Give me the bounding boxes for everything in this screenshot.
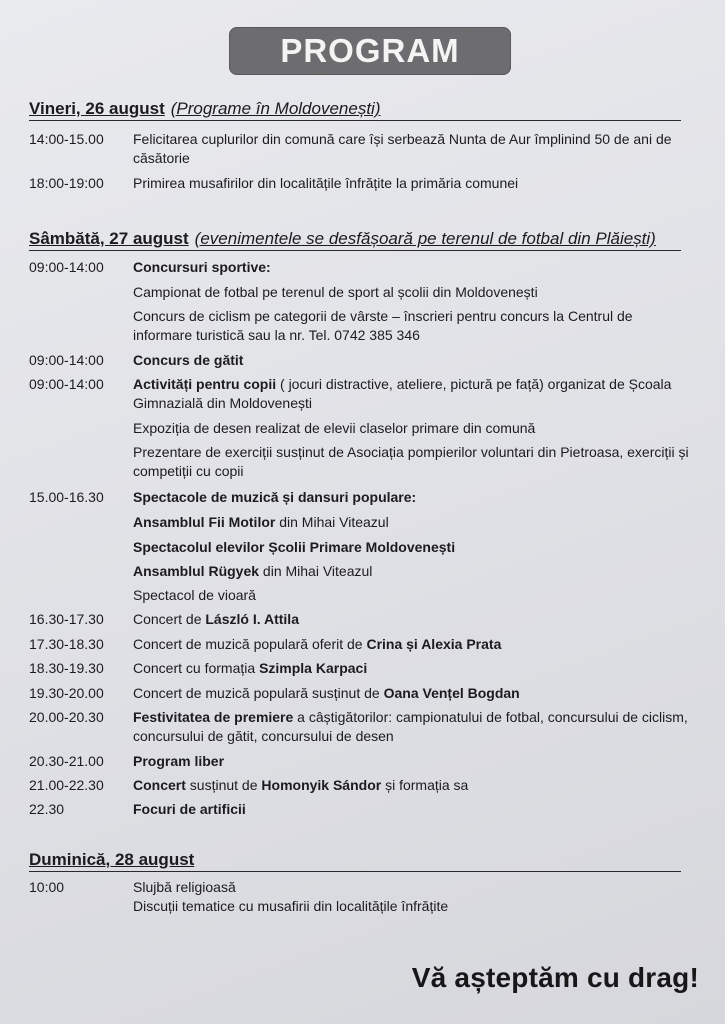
schedule-subitem xyxy=(29,513,695,532)
schedule-row-sports xyxy=(29,258,695,277)
schedule-subitem xyxy=(29,307,695,344)
row-detail: susținut de xyxy=(185,777,262,793)
row-text xyxy=(133,562,695,581)
row-detail: ( jocuri distractive, ateliere, pictură pe față) organizat de Școala Gimnazială din Moldovenești xyxy=(133,376,672,411)
performer: Spectacolul elevilor Școlii Primare Moldovenești xyxy=(133,539,456,555)
row-text xyxy=(133,684,695,703)
row-time: 09:00-14:00 xyxy=(29,376,104,392)
row-title: Concurs de gătit xyxy=(133,352,244,368)
day-heading-saturday xyxy=(29,229,681,251)
performer: László I. Attila xyxy=(205,611,299,627)
row-detail: și formația sa xyxy=(381,777,469,793)
row-text: Concurs de ciclism pe categorii de vârste – înscrieri pentru concurs la Centrul de informare turistică sau la nr. Tel. 0742 385 346 xyxy=(133,308,633,343)
row-text xyxy=(133,513,695,532)
day-name: Duminică, 28 august xyxy=(29,850,195,869)
row-text xyxy=(133,708,695,745)
program-title-banner xyxy=(229,27,511,75)
row-time: 21.00-22.30 xyxy=(29,777,104,793)
row-time: 18.30-19.30 xyxy=(29,660,104,676)
row-time: 10:00 xyxy=(29,879,65,895)
schedule-subitem xyxy=(29,283,695,302)
row-time: 09:00-14:00 xyxy=(29,259,104,275)
row-text xyxy=(133,635,695,654)
row-time: 09:00-14:00 xyxy=(29,352,104,368)
row-text: Expoziția de desen realizat de elevii claselor primare din comună xyxy=(133,420,536,436)
schedule-row xyxy=(29,776,695,795)
schedule-row xyxy=(29,174,695,193)
row-time: 20.30-21.00 xyxy=(29,753,104,769)
schedule-subitem xyxy=(29,586,695,605)
row-detail: Concert de muzică populară susținut de xyxy=(133,685,384,701)
row-title: Focuri de artificii xyxy=(133,801,246,817)
row-time: 18:00-19:00 xyxy=(29,175,104,191)
row-title: Concursuri sportive: xyxy=(133,259,271,275)
schedule-subitem xyxy=(29,419,695,438)
row-detail: Concert de xyxy=(133,611,206,627)
day-name: Vineri, 26 august xyxy=(29,99,165,118)
performer: Ansamblul Fii Motilor xyxy=(133,514,276,530)
row-title: Festivitatea de premiere xyxy=(133,709,294,725)
day-note: (Programe în Moldovenești) xyxy=(170,99,381,118)
row-detail: Concert de muzică populară oferit de xyxy=(133,636,367,652)
schedule-row-cooking xyxy=(29,351,695,370)
row-title: Spectacole de muzică și dansuri populare: xyxy=(133,489,417,505)
row-time: 20.00-20.30 xyxy=(29,709,104,725)
schedule-row xyxy=(29,130,695,167)
row-title: Program liber xyxy=(133,753,225,769)
row-time: 16.30-17.30 xyxy=(29,611,104,627)
schedule-row xyxy=(29,878,695,897)
row-text: Discuții tematice cu musafirii din localitățile înfrățite xyxy=(133,898,449,914)
row-text: Campionat de fotbal pe terenul de sport al școlii din Moldovenești xyxy=(133,284,538,300)
performer: Homonyik Sándor xyxy=(261,777,382,793)
schedule-subitem xyxy=(29,443,695,480)
row-text xyxy=(133,375,695,412)
row-time: 19.30-20.00 xyxy=(29,685,104,701)
row-text xyxy=(133,610,695,629)
row-detail: a câștigătorilor: campionatului de fotbal, concursului de ciclism, concursului de gătit, concursului de desen xyxy=(133,709,688,744)
day-name: Sâmbătă, 27 august xyxy=(29,229,189,248)
row-time: 14:00-15.00 xyxy=(29,131,104,147)
schedule-row xyxy=(29,800,695,819)
schedule-subitem xyxy=(29,538,695,557)
row-title: Concert xyxy=(133,777,186,793)
row-text xyxy=(133,776,695,795)
schedule-row xyxy=(29,610,695,629)
closing-message: Vă așteptăm cu drag! xyxy=(411,962,699,993)
row-title: Activități pentru copii xyxy=(133,376,277,392)
row-text: Primirea musafirilor din localitățile înfrățite la primăria comunei xyxy=(133,175,519,191)
row-text: Felicitarea cuplurilor din comună care își serbează Nunta de Aur împlinind 50 de ani de căsătorie xyxy=(133,131,672,166)
schedule-row xyxy=(29,635,695,654)
schedule-row-kids xyxy=(29,375,695,412)
row-time: 15.00-16.30 xyxy=(29,489,104,505)
performer: Szimpla Karpaci xyxy=(259,660,368,676)
row-text xyxy=(133,659,695,678)
schedule-row xyxy=(29,684,695,703)
day-note: (evenimentele se desfășoară pe terenul de fotbal din Plăiești) xyxy=(194,229,656,248)
schedule-subitem xyxy=(29,897,695,916)
row-detail: din Mihai Viteazul xyxy=(275,514,389,530)
row-time: 22.30 xyxy=(29,801,65,817)
row-detail: din Mihai Viteazul xyxy=(259,563,373,579)
performer: Crina și Alexia Prata xyxy=(366,636,502,652)
row-text: Spectacol de vioară xyxy=(133,587,256,603)
row-time: 17.30-18.30 xyxy=(29,636,104,652)
day-heading-friday xyxy=(29,99,681,121)
row-text: Prezentare de exerciții susținut de Asociația pompierilor voluntari din Pietroasa, exerciții și competiții cu copii xyxy=(133,444,689,479)
performer: Ansamblul Rügyek xyxy=(133,563,260,579)
schedule-row xyxy=(29,659,695,678)
row-detail: Concert cu formația xyxy=(133,660,260,676)
day-heading-sunday xyxy=(29,850,681,872)
schedule-row-shows xyxy=(29,488,695,507)
schedule-row xyxy=(29,752,695,771)
row-text: Slujbă religioasă xyxy=(133,879,236,895)
schedule-row xyxy=(29,708,695,745)
program-title: PROGRAM xyxy=(280,32,460,69)
performer: Oana Vențel Bogdan xyxy=(383,685,520,701)
schedule-subitem xyxy=(29,562,695,581)
